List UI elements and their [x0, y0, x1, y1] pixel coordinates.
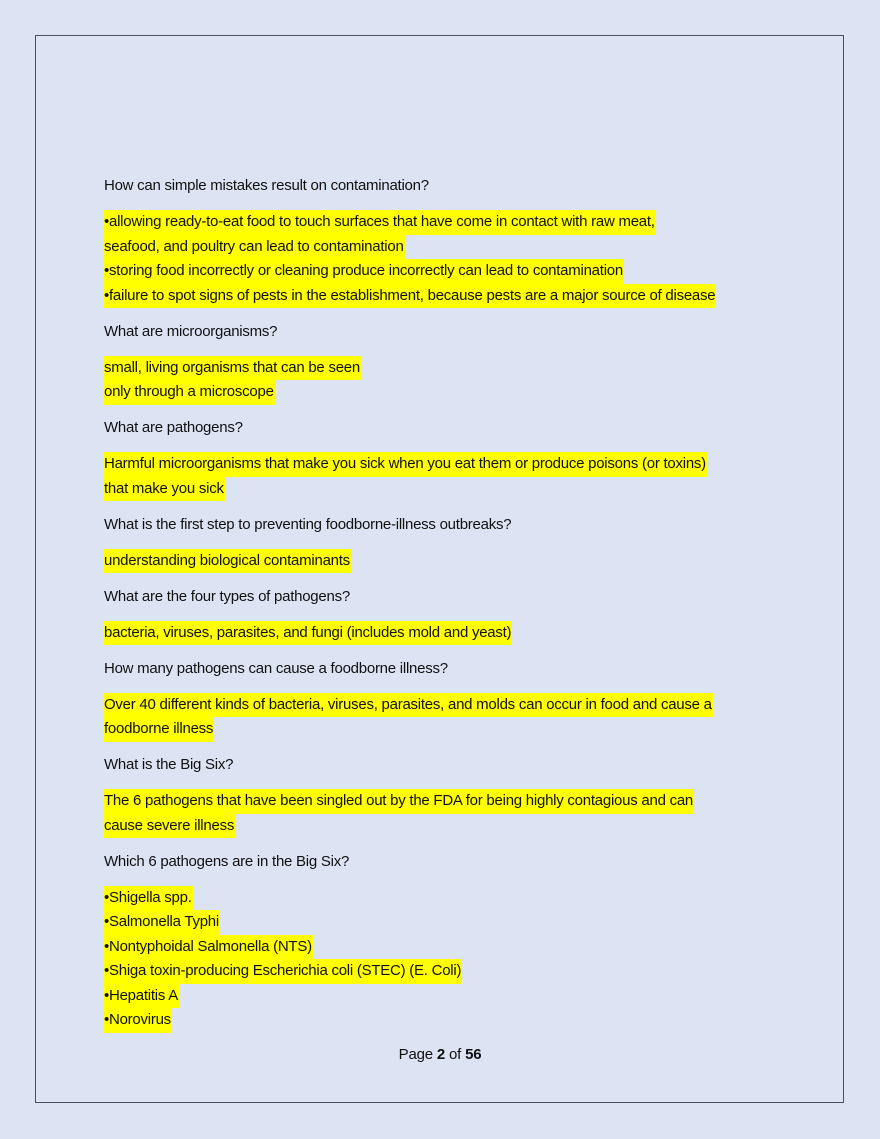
question	[104, 513, 824, 538]
question-text: What is the first step to preventing foodborne-illness outbreaks?	[104, 515, 512, 533]
highlighted-text: Harmful microorganisms that make you sick when you eat them or produce poisons (or toxins)	[104, 452, 707, 477]
page-number-total: 56	[465, 1046, 482, 1063]
answer-line	[104, 959, 824, 984]
highlighted-text: •Hepatitis A	[104, 984, 179, 1009]
highlighted-text: foodborne illness	[104, 717, 214, 742]
answer-line	[104, 210, 824, 235]
highlighted-text: only through a microscope	[104, 380, 275, 405]
answer-line	[104, 984, 824, 1009]
question	[104, 416, 824, 441]
answer-line	[104, 380, 824, 405]
question	[104, 850, 824, 875]
page-of-label: of	[448, 1046, 462, 1063]
answer	[104, 210, 824, 308]
highlighted-text: The 6 pathogens that have been singled out by the FDA for being highly contagious and can	[104, 789, 694, 814]
answer-line	[104, 910, 824, 935]
page-footer	[0, 1043, 880, 1067]
highlighted-text: small, living organisms that can be seen	[104, 356, 361, 381]
answer	[104, 452, 824, 501]
document-body	[104, 174, 824, 1044]
question-text: What are the four types of pathogens?	[104, 587, 350, 605]
answer-line	[104, 549, 824, 574]
answer	[104, 789, 824, 838]
highlighted-text: •storing food incorrectly or cleaning produce incorrectly can lead to contamination	[104, 259, 624, 284]
highlighted-text: •failure to spot signs of pests in the establishment, because pests are a major source of disease	[104, 284, 716, 309]
question	[104, 320, 824, 345]
answer-line	[104, 693, 824, 718]
question	[104, 753, 824, 778]
highlighted-text: that make you sick	[104, 477, 225, 502]
answer	[104, 549, 824, 574]
highlighted-text: understanding biological contaminants	[104, 549, 351, 574]
highlighted-text: •allowing ready-to-eat food to touch surfaces that have come in contact with raw meat,	[104, 210, 656, 235]
highlighted-text: •Nontyphoidal Salmonella (NTS)	[104, 935, 313, 960]
answer-line	[104, 621, 824, 646]
highlighted-text: •Shigella spp.	[104, 886, 193, 911]
answer	[104, 693, 824, 742]
answer-line	[104, 477, 824, 502]
answer-line	[104, 259, 824, 284]
answer	[104, 356, 824, 405]
question-text: What are microorganisms?	[104, 322, 278, 340]
highlighted-text: •Salmonella Typhi	[104, 910, 220, 935]
highlighted-text: bacteria, viruses, parasites, and fungi (includes mold and yeast)	[104, 621, 512, 646]
answer	[104, 621, 824, 646]
answer-line	[104, 452, 824, 477]
page-label: Page	[398, 1046, 433, 1063]
answer-line	[104, 717, 824, 742]
answer-line	[104, 235, 824, 260]
highlighted-text: •Shiga toxin-producing Escherichia coli (STEC) (E. Coli)	[104, 959, 462, 984]
answer-line	[104, 284, 824, 309]
answer	[104, 886, 824, 1033]
highlighted-text: Over 40 different kinds of bacteria, viruses, parasites, and molds can occur in food and cause a	[104, 693, 713, 718]
answer-line	[104, 356, 824, 381]
page-number-current: 2	[436, 1046, 445, 1063]
answer-line	[104, 935, 824, 960]
answer-line	[104, 814, 824, 839]
answer-line	[104, 1008, 824, 1033]
question-text: How can simple mistakes result on contamination?	[104, 177, 429, 194]
question-text: What is the Big Six?	[104, 756, 234, 773]
question-text: How many pathogens can cause a foodborne illness?	[104, 659, 448, 677]
highlighted-text: cause severe illness	[104, 814, 235, 839]
answer-line	[104, 789, 824, 814]
highlighted-text: seafood, and poultry can lead to contamination	[104, 235, 405, 260]
question	[104, 585, 824, 610]
question-text: What are pathogens?	[104, 419, 243, 436]
question	[104, 657, 824, 682]
highlighted-text: •Norovirus	[104, 1008, 172, 1033]
question-text: Which 6 pathogens are in the Big Six?	[104, 852, 350, 870]
answer-line	[104, 886, 824, 911]
question	[104, 174, 824, 199]
